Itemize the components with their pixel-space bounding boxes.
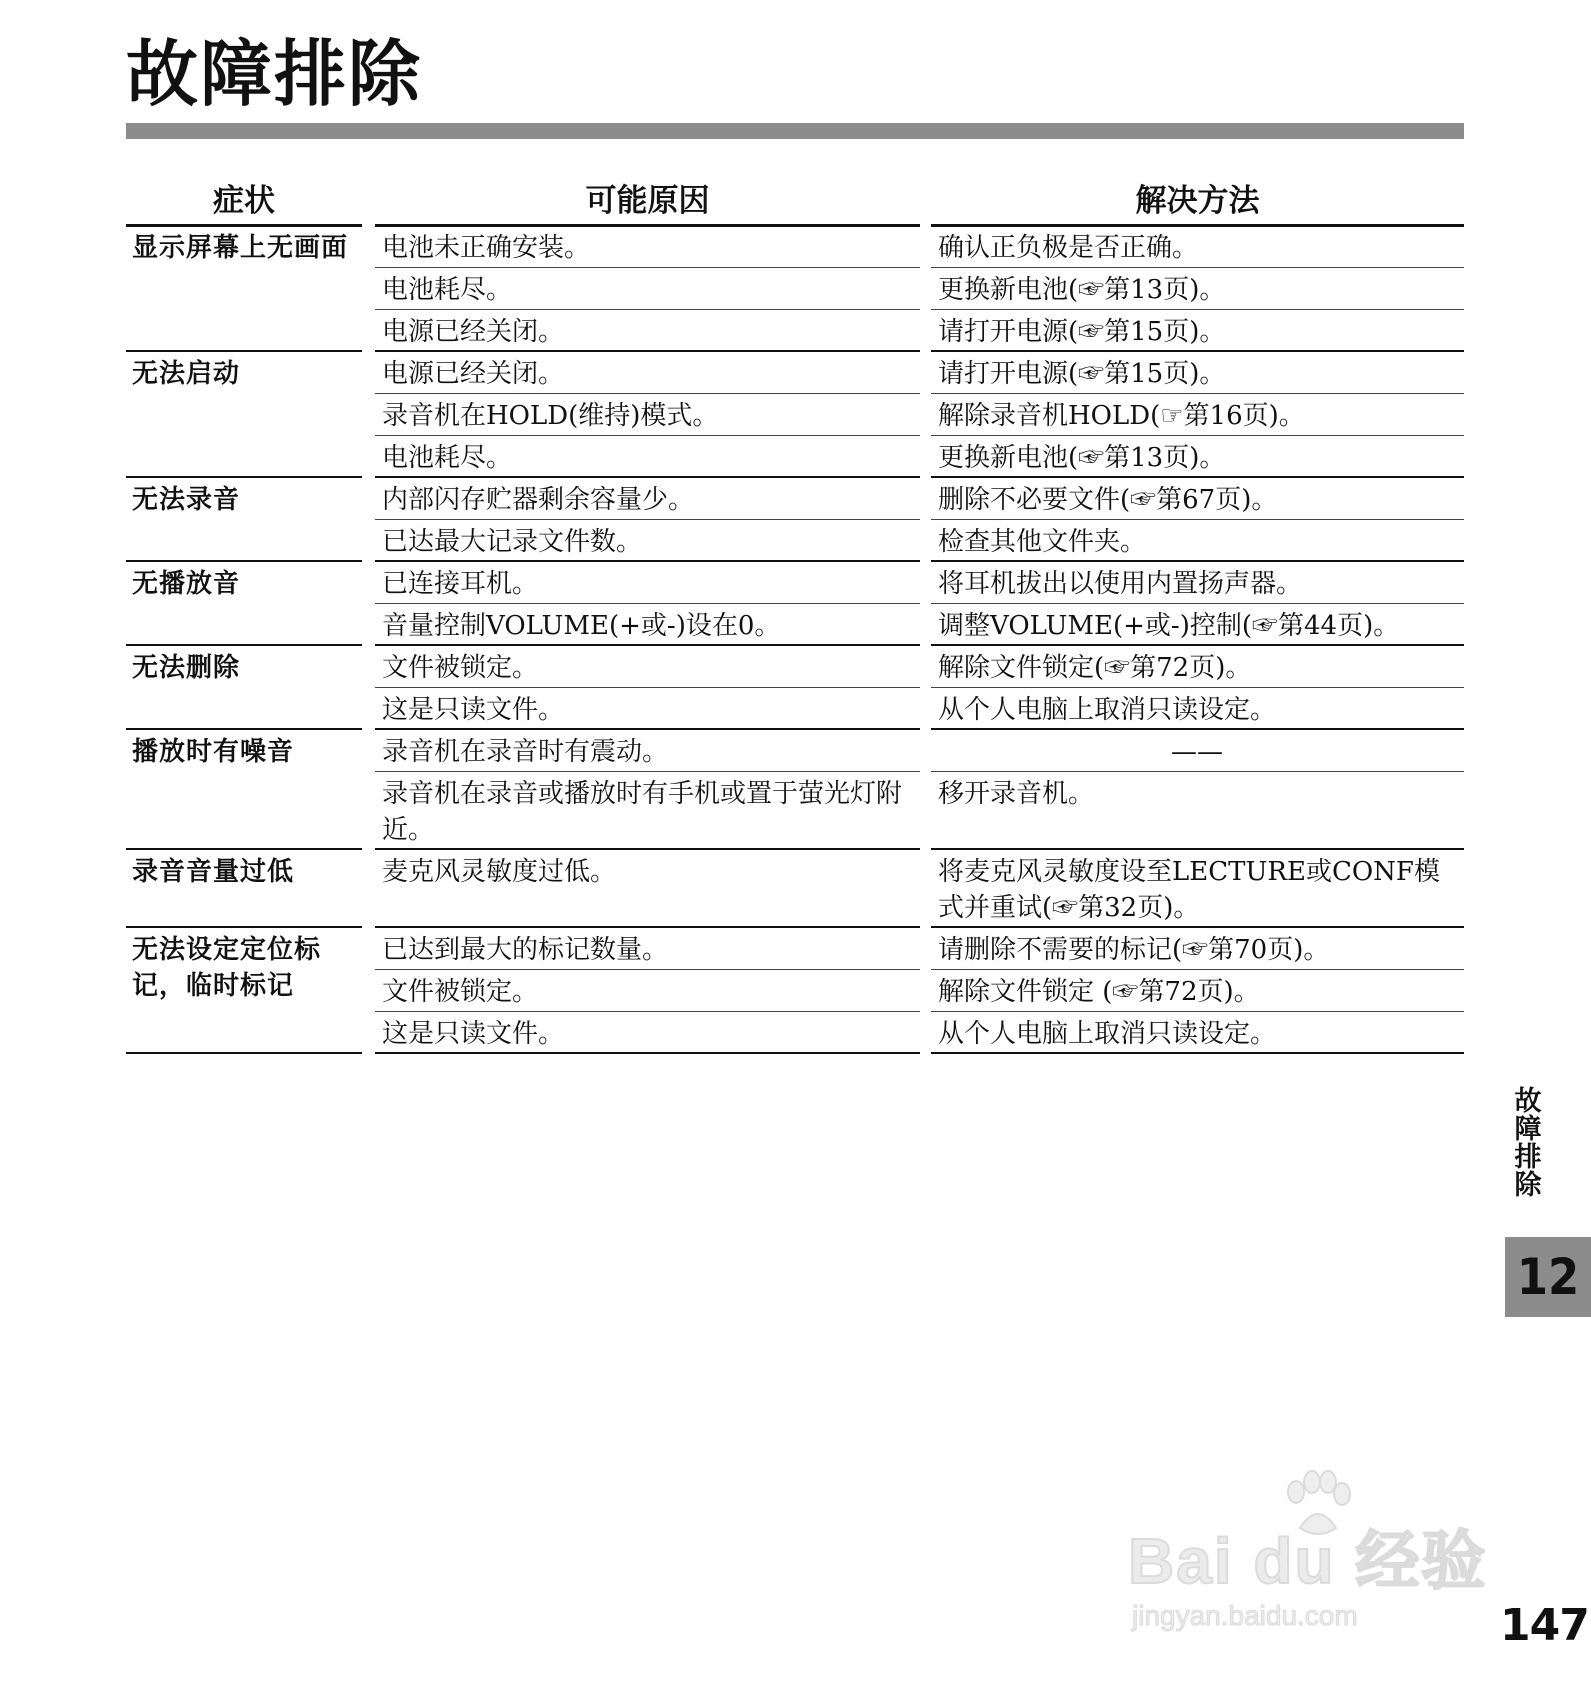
solution-cell: 调整VOLUME(+或-)控制(☞第44页)。	[931, 604, 1464, 646]
page-number: 147	[1500, 1600, 1589, 1651]
cause-cell: 这是只读文件。	[375, 688, 920, 730]
cause-cell: 电池耗尽。	[375, 436, 920, 478]
page-title: 故障排除	[126, 32, 423, 116]
symptom-cell: 显示屏幕上无画面	[126, 226, 362, 352]
cause-cell: 内部闪存贮器剩余容量少。	[375, 478, 920, 520]
cause-cell: 已连接耳机。	[375, 562, 920, 604]
header-symptom: 症状	[126, 178, 362, 227]
cause-column	[375, 226, 920, 1054]
solution-cell: 请打开电源(☞第15页)。	[931, 352, 1464, 394]
watermark-brand: Bai du 经验	[1128, 1525, 1488, 1597]
solution-cell: 将麦克风灵敏度设至LECTURE或CONF模式并重试(☞第32页)。	[931, 850, 1464, 928]
solution-cell: 解除文件锁定(☞第72页)。	[931, 646, 1464, 688]
symptom-cell: 录音音量过低	[126, 850, 362, 928]
cause-cell: 文件被锁定。	[375, 970, 920, 1012]
paw-logo-icon	[1278, 1470, 1358, 1540]
header-cause: 可能原因	[375, 178, 920, 227]
cause-cell: 电源已经关闭。	[375, 352, 920, 394]
cause-cell: 电池耗尽。	[375, 268, 920, 310]
solution-cell: 更换新电池(☞第13页)。	[931, 268, 1464, 310]
solution-cell: 解除文件锁定 (☞第72页)。	[931, 970, 1464, 1012]
cause-cell: 文件被锁定。	[375, 646, 920, 688]
watermark	[1128, 1470, 1498, 1640]
symptom-cell: 无法删除	[126, 646, 362, 730]
solution-cell: 解除录音机HOLD(☞第16页)。	[931, 394, 1464, 436]
cause-cell: 电池未正确安装。	[375, 226, 920, 268]
title-rule	[126, 123, 1464, 139]
solution-cell: 将耳机拔出以使用内置扬声器。	[931, 562, 1464, 604]
solution-cell: 从个人电脑上取消只读设定。	[931, 1012, 1464, 1054]
cause-cell: 录音机在录音或播放时有手机或置于萤光灯附近。	[375, 772, 920, 850]
chapter-tab: 12	[1505, 1237, 1591, 1317]
symptom-column	[126, 226, 362, 1054]
cause-cell: 录音机在录音时有震动。	[375, 730, 920, 772]
solution-cell: 删除不必要文件(☞第67页)。	[931, 478, 1464, 520]
symptom-cell: 无法设定定位标记，临时标记	[126, 928, 362, 1054]
solution-cell: ——	[931, 730, 1464, 772]
symptom-cell: 无法启动	[126, 352, 362, 478]
watermark-url: jingyan.baidu.com	[1132, 1600, 1358, 1631]
cause-cell: 电源已经关闭。	[375, 310, 920, 352]
solution-cell: 请打开电源(☞第15页)。	[931, 310, 1464, 352]
cause-cell: 麦克风灵敏度过低。	[375, 850, 920, 928]
symptom-cell: 无法录音	[126, 478, 362, 562]
header-solution: 解决方法	[931, 178, 1464, 227]
solution-cell: 更换新电池(☞第13页)。	[931, 436, 1464, 478]
solution-cell: 请删除不需要的标记(☞第70页)。	[931, 928, 1464, 970]
solution-cell: 移开录音机。	[931, 772, 1464, 850]
cause-cell: 这是只读文件。	[375, 1012, 920, 1054]
solution-cell: 从个人电脑上取消只读设定。	[931, 688, 1464, 730]
cause-cell: 已达到最大的标记数量。	[375, 928, 920, 970]
symptom-cell: 播放时有噪音	[126, 730, 362, 850]
solution-cell: 确认正负极是否正确。	[931, 226, 1464, 268]
side-section-label: 故 障 排 除	[1514, 1086, 1542, 1201]
solution-cell: 检查其他文件夹。	[931, 520, 1464, 562]
cause-cell: 已达最大记录文件数。	[375, 520, 920, 562]
solution-column	[931, 226, 1464, 1054]
cause-cell: 录音机在HOLD(维持)模式。	[375, 394, 920, 436]
cause-cell: 音量控制VOLUME(+或-)设在0。	[375, 604, 920, 646]
symptom-cell: 无播放音	[126, 562, 362, 646]
